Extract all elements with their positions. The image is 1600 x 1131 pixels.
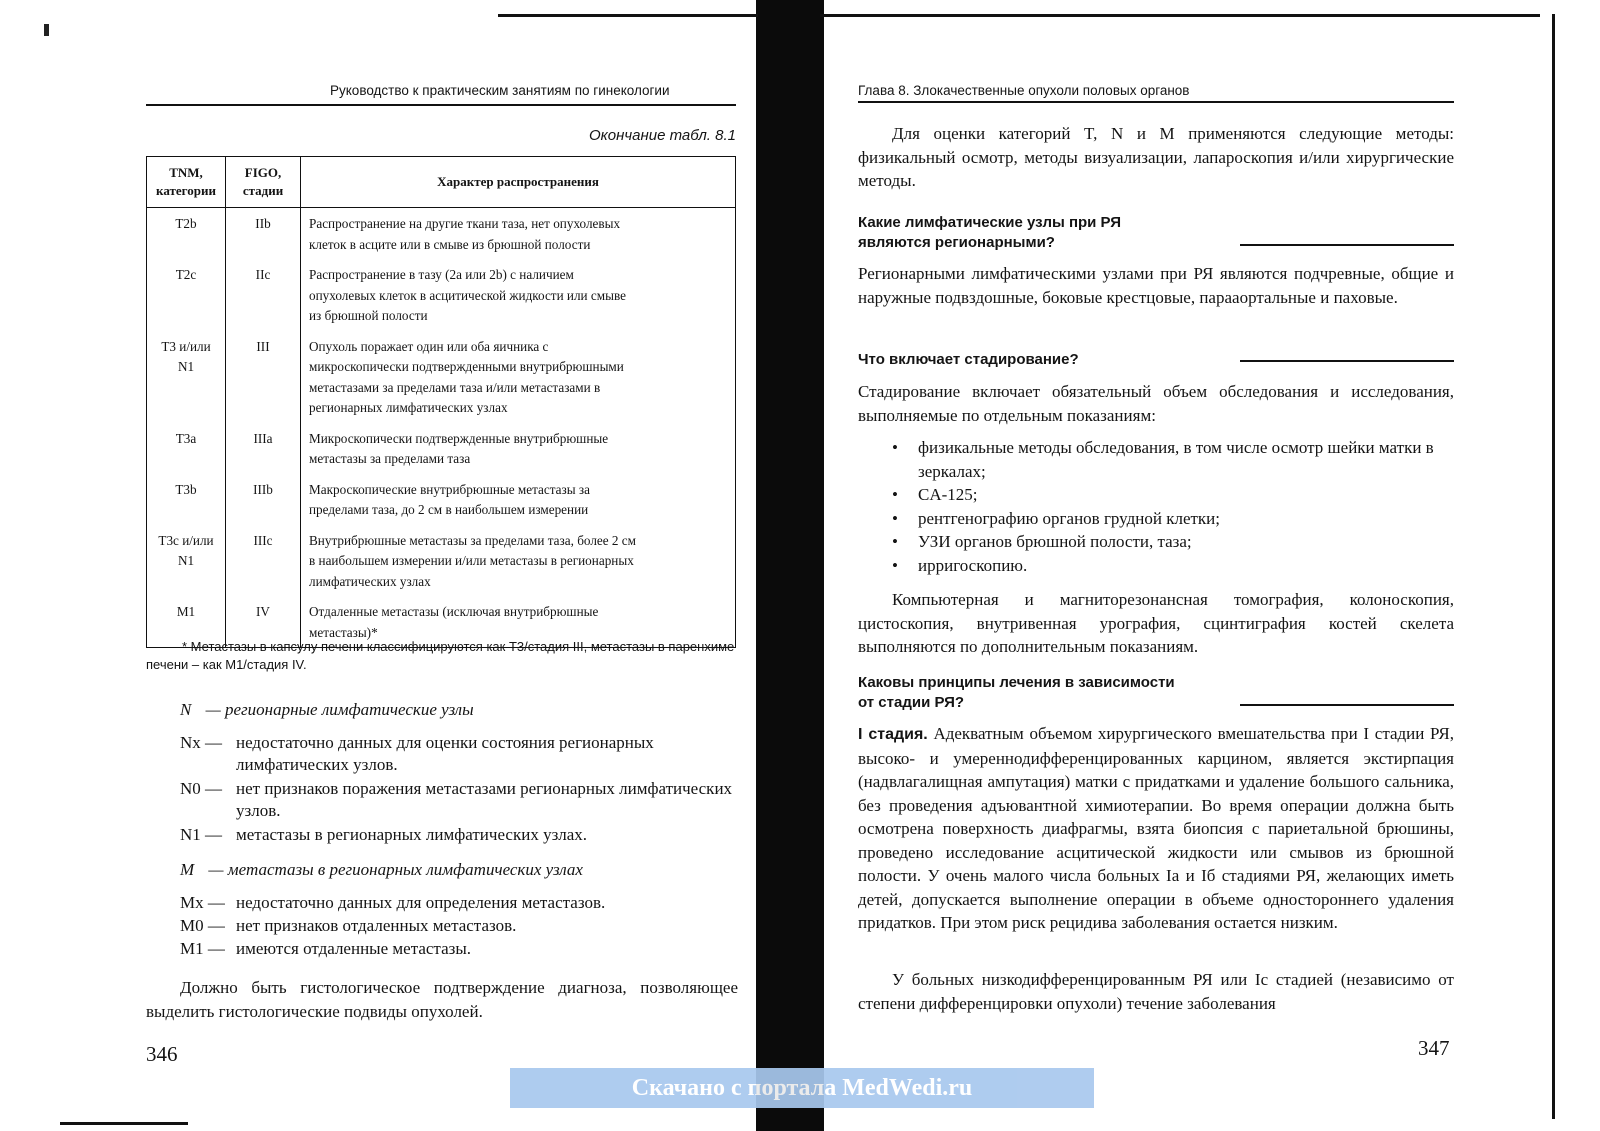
staging-bullet-list: [892, 436, 1454, 577]
m-items: Mx — недостаточно данных для определения метастазов. M0 — нет признаков отдаленных метастазов. M1 — имеются отдаленные метастазы.: [180, 893, 606, 958]
list-item: • УЗИ органов брюшной полости, таза;: [892, 530, 1454, 554]
list-item: • CA-125;: [892, 483, 1454, 507]
table-row: [147, 208, 736, 260]
table-row: [147, 259, 736, 331]
table-row: [147, 423, 736, 474]
column-header-tnm: TNM, категории: [147, 157, 226, 208]
tnm-cell: T3b: [147, 474, 226, 525]
scan-edge-line: [498, 14, 758, 17]
tnm-cell: M1: [147, 596, 226, 648]
question-answer-2: Стадирование включает обязательный объем обследования и исследования, выполняемые по отдельным показаниям:: [858, 382, 1454, 425]
scan-edge-line: [1552, 14, 1555, 1119]
page-number-right: 347: [1418, 1036, 1450, 1060]
stage-one-paragraph: [858, 722, 1454, 935]
tnm-cell: T2c: [147, 259, 226, 331]
spread-cell: Внутрибрюшные метастазы за пределами таза, более 2 см в наибольшем измерении и/или метастазы в регионарных лимфатических узлах: [301, 525, 736, 597]
column-header-spread: Характер распространения: [301, 157, 736, 208]
n-section-heading: [180, 700, 740, 720]
figo-cell: IIIb: [226, 474, 301, 525]
figo-cell: IIc: [226, 259, 301, 331]
m-section-heading: [180, 860, 740, 880]
question-heading-2: Что включает стадирование?: [858, 351, 1079, 368]
m-heading-code: M: [180, 860, 195, 879]
list-item: • физикальные методы обследования, в том числе осмотр шейки матки в зеркалах;: [892, 436, 1454, 483]
tnm-cell: T3 и/или N1: [147, 331, 226, 423]
table-caption: Окончание табл. 8.1: [589, 127, 736, 144]
book-gutter-shadow: [756, 0, 824, 1131]
m-heading-text: — метастазы в регионарных лимфатических узлах: [208, 860, 583, 879]
scan-edge-line: [820, 14, 1540, 17]
question-answer-1: Регионарными лимфатическими узлами при РЯ являются подчревные, общие и наружные подвздошные, боковые крестцовые, парааортальные и паховые.: [858, 264, 1454, 307]
spread-cell: Распространение в тазу (2а или 2b) с наличием опухолевых клеток в асцитической жидкости или смыве из брюшной полости: [301, 259, 736, 331]
stage-label: I стадия.: [858, 726, 928, 743]
spread-cell: Макроскопические внутрибрюшные метастазы за пределами таза, до 2 см в наибольшем измерении: [301, 474, 736, 525]
figo-cell: IV: [226, 596, 301, 648]
column-header-figo: FIGO, стадии: [226, 157, 301, 208]
header-rule: [146, 104, 736, 106]
heading-rule: [1240, 360, 1454, 362]
stage-text: Адекватным объемом хирургического вмешательства при I стадии РЯ, высоко- и умереннодифференцированных карцином, является экстирпация (надвлагалищная ампутация) матки с придатками и удаление большого сальника, без проведения адъювантной химиотерапии. Во время операции должна быть осмотрена поверхность диафрагмы, взята биопсия с париетальной брюшины, проведено исследование асцитической жидкости или смывов из брюшной полости. У очень малого числа больных Iа и Iб стадиями РЯ, желающих иметь детей, допускается выполнение операции в объеме одностороннего удаления придатков. При этом риск рецидива заболевания остается низким.: [858, 724, 1455, 932]
heading-rule: [1240, 244, 1454, 246]
question-heading-3: Каковы принципы лечения в зависимости от стадии РЯ?: [858, 674, 1175, 711]
tnm-cell: T3c и/или N1: [147, 525, 226, 597]
staging-table: [146, 156, 736, 648]
left-running-header: Руководство к практическим занятиям по гинекологии: [330, 83, 670, 98]
figo-cell: IIIc: [226, 525, 301, 597]
spread-cell: Микроскопически подтвержденные внутрибрюшные метастазы за пределами таза: [301, 423, 736, 474]
tnm-cell: T3a: [147, 423, 226, 474]
spread-cell: Отдаленные метастазы (исключая внутрибрюшные метастазы)*: [301, 596, 736, 648]
figo-cell: IIb: [226, 208, 301, 260]
additional-methods-paragraph: Компьютерная и магниторезонансная томография, колоноскопия, цистоскопия, внутривенная урография, сцинтиграфия костей скелета выполняются по дополнительным показаниям.: [858, 590, 1454, 656]
figo-cell: III: [226, 331, 301, 423]
table-footnote: * Метастазы в капсулу печени классифицируются как T3/стадия III, метастазы в паренхиме печени – как M1/стадия IV.: [146, 639, 735, 672]
question-heading-1: Какие лимфатические узлы при РЯ являются регионарными?: [858, 214, 1121, 251]
header-rule: [858, 101, 1454, 103]
closing-paragraph: Должно быть гистологическое подтверждение диагноза, позволяющее выделить гистологические подвиды опухолей.: [146, 978, 738, 1021]
watermark-banner: Скачано с портала MedWedi.ru: [510, 1068, 1094, 1108]
intro-paragraph: Для оценки категорий T, N и M применяются следующие методы: физикальный осмотр, методы визуализации, лапароскопия и/или хирургические методы.: [858, 124, 1454, 190]
right-running-header: Глава 8. Злокачественные опухоли половых органов: [858, 83, 1190, 98]
scan-speck: [44, 24, 49, 36]
table-row: [147, 474, 736, 525]
spread-cell: Опухоль поражает один или оба яичника с микроскопически подтвержденными внутрибрюшными метастазами за пределами таза и/или метастазами в регионарных лимфатических узлах: [301, 331, 736, 423]
next-paragraph: У больных низкодифференцированным РЯ или Iс стадией (независимо от степени дифференцировки опухоли) течение заболевания: [858, 970, 1454, 1013]
heading-rule: [1240, 704, 1454, 706]
table-row: [147, 525, 736, 597]
list-item: • рентгенографию органов грудной клетки;: [892, 507, 1454, 531]
n-heading-code: N: [180, 700, 192, 719]
tnm-cell: T2b: [147, 208, 226, 260]
list-item: • ирригоскопию.: [892, 554, 1454, 578]
scan-edge-line: [60, 1122, 188, 1125]
spread-cell: Распространение на другие ткани таза, нет опухолевых клеток в асците или в смыве из брюшной полости: [301, 208, 736, 260]
n-items: Nx — недостаточно данных для оценки состояния регионарных лимфатических узлов. N0 — нет признаков поражения метастазами регионарных лимфатических узлов. N1 — метастазы в регионарных лимфатических узлах.: [180, 733, 733, 844]
table-row: [147, 331, 736, 423]
page-number-left: 346: [146, 1042, 178, 1066]
n-heading-text: — регионарные лимфатические узлы: [205, 700, 474, 719]
figo-cell: IIIa: [226, 423, 301, 474]
